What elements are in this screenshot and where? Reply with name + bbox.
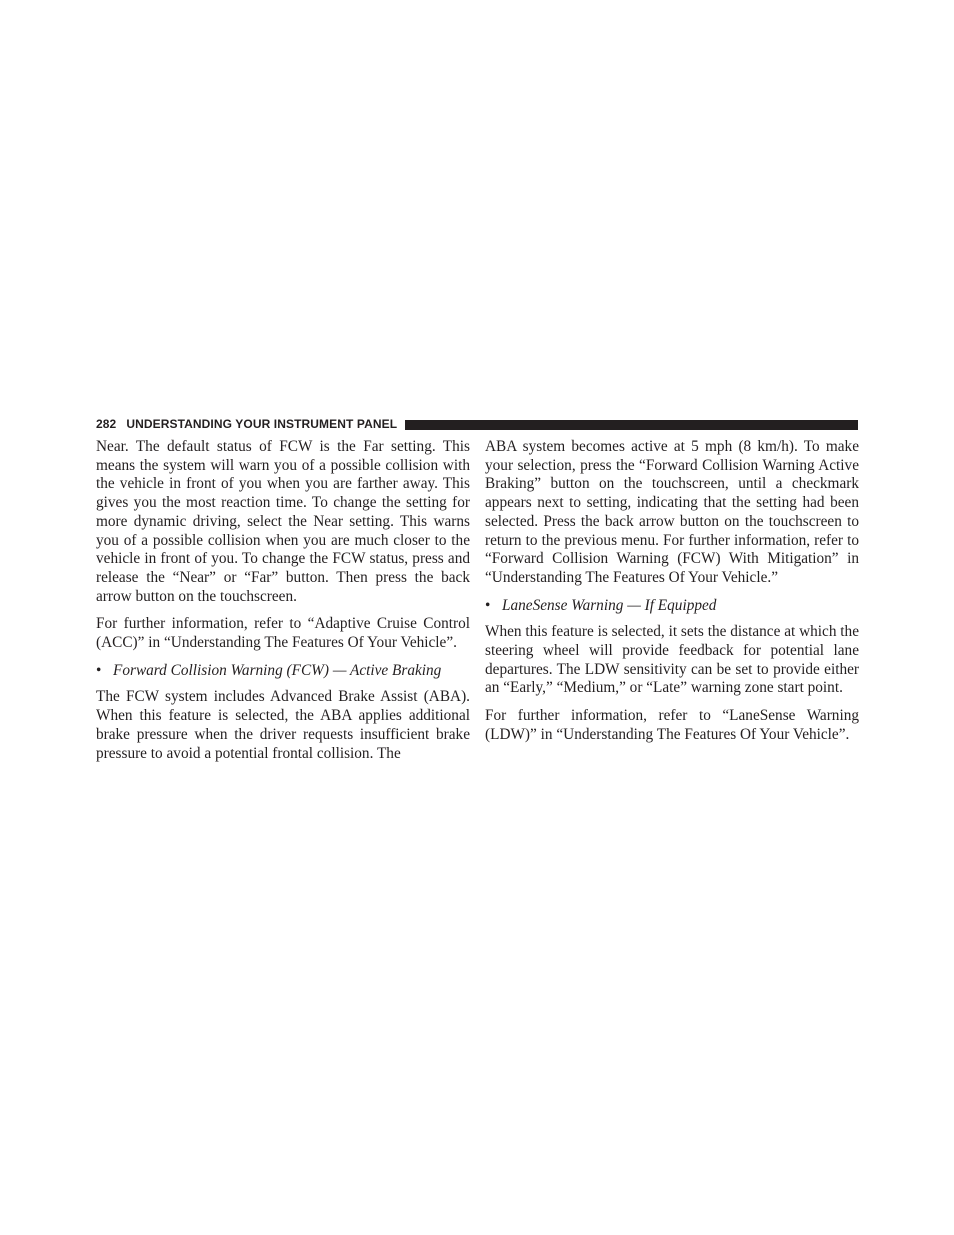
bullet-icon: •: [96, 661, 102, 679]
right-column: [485, 438, 859, 754]
bullet-heading-lanesense: LaneSense Warning — If Equipped: [502, 596, 717, 614]
left-column: [96, 438, 470, 772]
paragraph: ABA system becomes active at 5 mph (8 km/h). To make your selection, press the “Forward Collision Warning Active Braking” button on the touchscreen, until a checkmark appears next to setting, indicating that the setting had been selected. Press the back arrow button on the touchscreen to return to the previous menu. For further information, refer to “Forward Collision Warning (FCW) With Mitigation” in “Understanding The Features Of Your Vehicle.”: [485, 438, 859, 586]
header-rule: [405, 420, 858, 430]
paragraph: The FCW system includes Advanced Brake Assist (ABA). When this feature is selected, the ABA applies additional brake pressure when the driver requests insufficient brake pressure to avoid a potential frontal collision. The: [96, 688, 470, 762]
bullet-icon: •: [485, 596, 491, 614]
page-header: [96, 417, 858, 431]
page-number: 282: [96, 417, 117, 431]
bullet-heading-fcw: Forward Collision Warning (FCW) — Active Braking: [113, 661, 442, 679]
paragraph: When this feature is selected, it sets the distance at which the steering wheel will provide feedback for potential lane departures. The LDW sensitivity can be set to provide either an “Early,” “Medium,” or “Late” warning zone start point.: [485, 623, 859, 697]
section-title: UNDERSTANDING YOUR INSTRUMENT PANEL: [126, 417, 398, 431]
paragraph: Near. The default status of FCW is the Far setting. This means the system will warn you of a possible collision with the vehicle in front of you when you are farther away. This gives you the most reaction time. To change the setting for more dynamic driving, select the Near setting. This warns you of a possible collision when you are much closer to the vehicle in front of you. To change the FCW status, press and release the “Near” or “Far” button. Then press the back arrow button on the touchscreen.: [96, 438, 470, 605]
paragraph: For further information, refer to “LaneSense Warning (LDW)” in “Understanding The Features Of Your Vehicle”.: [485, 707, 859, 743]
paragraph: For further information, refer to “Adaptive Cruise Control (ACC)” in “Understanding The Features Of Your Vehicle”.: [96, 615, 470, 652]
bullet-item: [485, 597, 859, 616]
bullet-item: [96, 662, 470, 681]
